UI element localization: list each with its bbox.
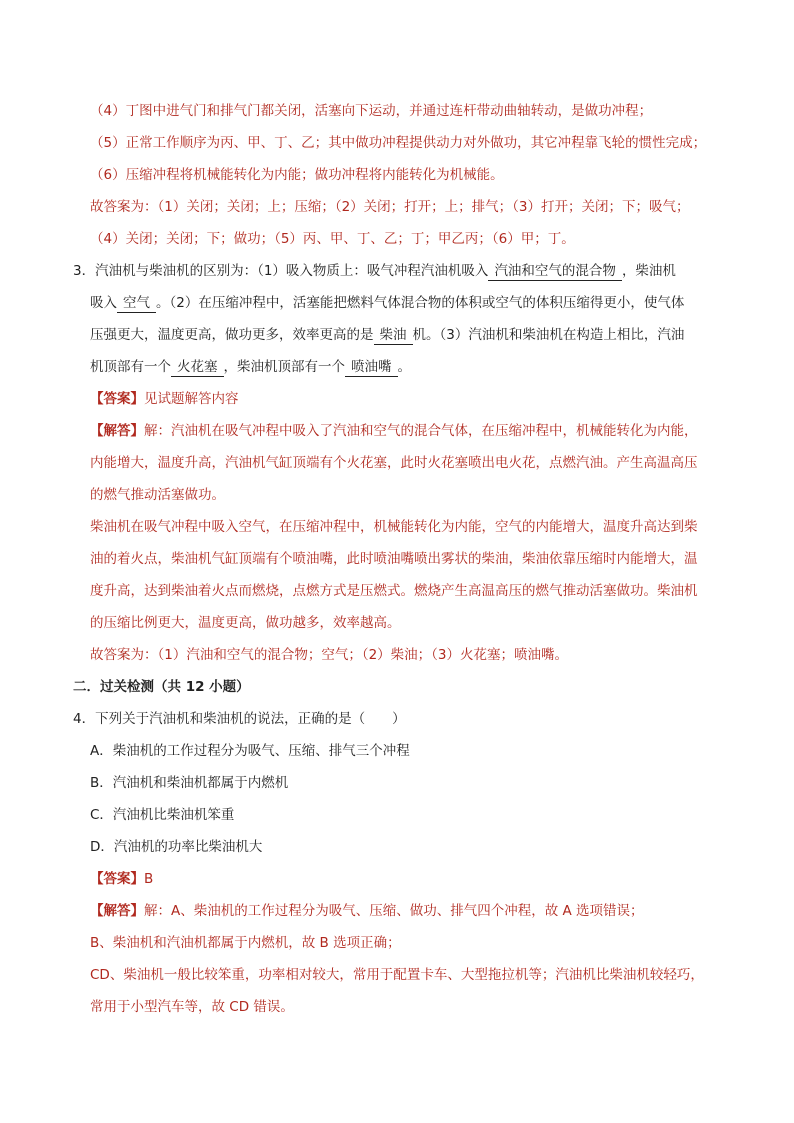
prev-answer-line-2: （4）关闭；关闭；下；做功；（5）丙、甲、丁、乙；丁；甲乙丙；（6）甲；丁。 bbox=[90, 231, 575, 247]
q3-analysis-line-7: 的压缩比例更大，温度更高，做功越多，效率越高。 bbox=[90, 615, 401, 631]
q3-text: 。 bbox=[397, 359, 411, 375]
q3-text: ，柴油机顶部有一个 bbox=[223, 359, 345, 375]
q4-option-d: D．汽油机的功率比柴油机大 bbox=[90, 839, 263, 855]
q3-blank-5 bbox=[345, 358, 398, 377]
q3-text: ，柴油机 bbox=[621, 263, 676, 279]
analysis-tag: 【解答】 bbox=[90, 903, 144, 919]
answer-tag: 【答案】 bbox=[90, 871, 144, 887]
q3-text: 机顶部有一个 bbox=[90, 359, 171, 375]
q4-analysis-line-3: CD、柴油机一般比较笨重，功率相对较大，常用于配置卡车、大型拖拉机等；汽油机比柴油机较轻巧， bbox=[90, 967, 704, 983]
prev-analysis-line-6: （6）压缩冲程将机械能转化为内能；做功冲程将内能转化为机械能。 bbox=[90, 167, 504, 183]
q3-analysis-line-3: 的燃气推动活塞做功。 bbox=[90, 487, 225, 503]
q3-analysis-line-6: 度升高，达到柴油着火点而燃烧，点燃方式是压燃式。燃烧产生高温高压的燃气推动活塞做功。柴油机 bbox=[90, 583, 698, 599]
section-title: 二．过关检测（共 12 小题） bbox=[73, 679, 250, 695]
q4-answer bbox=[90, 869, 153, 889]
q3-analysis-line-4: 柴油机在吸气冲程中吸入空气，在压缩冲程中，机械能转化为内能，空气的内能增大，温度升高达到柴 bbox=[90, 519, 698, 535]
q3-blank-3 bbox=[374, 326, 413, 345]
answer-text: B bbox=[144, 871, 154, 887]
q3-blank-2-answer: 空气 bbox=[123, 295, 150, 311]
q3-blank-4-answer: 火花塞 bbox=[177, 359, 218, 375]
q3-text: 压强更大，温度更高，做功更多，效率更高的是 bbox=[90, 327, 374, 343]
q3-blank-3-answer: 柴油 bbox=[379, 327, 407, 343]
q4-analysis-line-2: B、柴油机和汽油机都属于内燃机，故 B 选项正确； bbox=[90, 935, 401, 951]
q4-option-a: A．柴油机的工作过程分为吸气、压缩、排气三个冲程 bbox=[90, 743, 410, 759]
q4-stem: 4．下列关于汽油机和柴油机的说法，正确的是（ ） bbox=[73, 711, 406, 727]
q4-analysis-line-4: 常用于小型汽车等，故 CD 错误。 bbox=[90, 999, 294, 1015]
analysis-tag: 【解答】 bbox=[90, 423, 144, 439]
analysis-text: 解：汽油机在吸气冲程中吸入了汽油和空气的混合气体，在压缩冲程中，机械能转化为内能， bbox=[144, 423, 698, 439]
q3-stem-line-4 bbox=[90, 357, 411, 377]
q3-blank-1-answer: 汽油和空气的混合物 bbox=[494, 263, 616, 279]
q3-analysis-line-5: 油的着火点，柴油机气缸顶端有个喷油嘴，此时喷油嘴喷出雾状的柴油，柴油依靠压缩时内能增大，温 bbox=[90, 551, 698, 567]
answer-tag: 【答案】 bbox=[90, 391, 144, 407]
q3-final-answer: 故答案为：（1）汽油和空气的混合物；空气；（2）柴油；（3）火花塞；喷油嘴。 bbox=[90, 647, 569, 663]
q3-text: 吸入 bbox=[90, 295, 117, 311]
q3-blank-2 bbox=[117, 294, 156, 313]
q4-option-b: B．汽油机和柴油机都属于内燃机 bbox=[90, 775, 289, 791]
q3-text: 3．汽油机与柴油机的区别为：（1）吸入物质上：吸气冲程汽油机吸入 bbox=[73, 263, 489, 279]
prev-analysis-line-4: （4）丁图中进气门和排气门都关闭，活塞向下运动，并通过连杆带动曲轴转动，是做功冲程； bbox=[90, 103, 653, 119]
q3-stem-line-2 bbox=[90, 293, 684, 313]
q3-stem-line-1 bbox=[73, 261, 676, 281]
prev-answer-line-1: 故答案为：（1）关闭；关闭；上；压缩；（2）关闭；打开；上；排气；（3）打开；关闭；下；吸气； bbox=[90, 199, 690, 215]
q4-analysis-line-1 bbox=[90, 901, 644, 921]
q3-analysis-line-2: 内能增大，温度升高，汽油机气缸顶端有个火花塞，此时火花塞喷出电火花，点燃汽油。产生高温高压 bbox=[90, 455, 698, 471]
q3-text: 。（2）在压缩冲程中，活塞能把燃料气体混合物的体积或空气的体积压缩得更小，使气体 bbox=[156, 295, 685, 311]
q3-text: 机。（3）汽油机和柴油机在构造上相比，汽油 bbox=[412, 327, 685, 343]
q3-answer bbox=[90, 389, 239, 409]
q3-analysis-line-1 bbox=[90, 421, 698, 441]
q3-blank-4 bbox=[171, 358, 224, 377]
analysis-text: 解：A、柴油机的工作过程分为吸气、压缩、做功、排气四个冲程，故 A 选项错误； bbox=[144, 903, 644, 919]
prev-analysis-line-5: （5）正常工作顺序为丙、甲、丁、乙；其中做功冲程提供动力对外做功，其它冲程靠飞轮的惯性完成； bbox=[90, 135, 707, 151]
q3-blank-5-answer: 喷油嘴 bbox=[351, 359, 392, 375]
q3-blank-1 bbox=[488, 262, 622, 281]
q3-stem-line-3 bbox=[90, 325, 684, 345]
q4-option-c: C．汽油机比柴油机笨重 bbox=[90, 807, 235, 823]
answer-text: 见试题解答内容 bbox=[144, 391, 239, 407]
